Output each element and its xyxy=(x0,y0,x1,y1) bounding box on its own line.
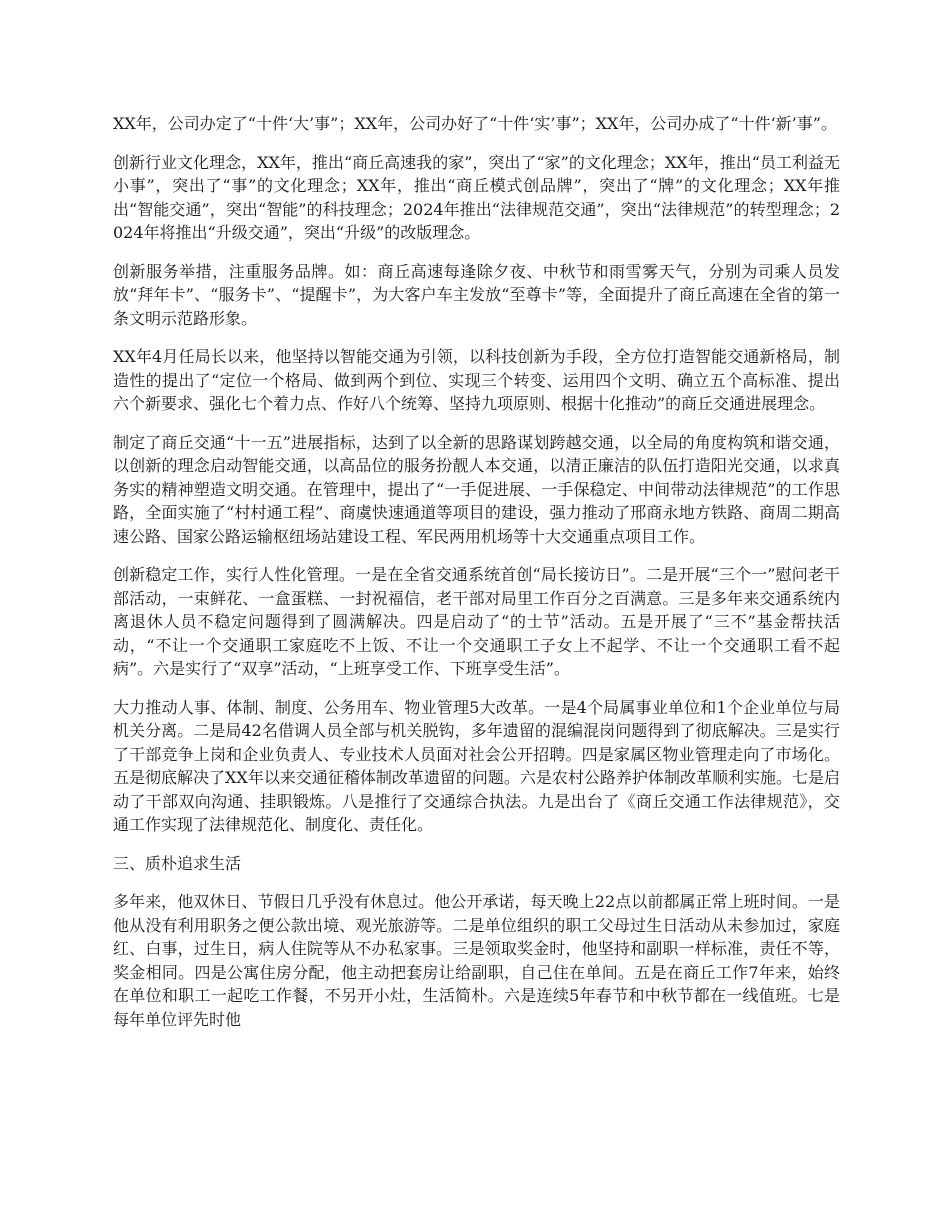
paragraph-6: 创新稳定工作，实行人性化管理。一是在全省交通系统首创“局长接访日”。二是开展“三个一”慰问老干部活动，一束鲜花、一盒蛋糕、一封祝福信，老干部对局里工作百分之百满意。三是多年来交通系统内离退休人员不稳定问题得到了圆满解决。四是启动了“的士节”活动。五是开展了“三不”基金帮扶活动，“不让一个交通职工家庭吃不上饭、不让一个交通职工子女上不起学、不让一个交通职工看不起病”。六是实行了“双享”活动，“上班享受工作、下班享受生活”。 xyxy=(113,565,840,678)
paragraph-4: XX年4月任局长以来，他坚持以智能交通为引领，以科技创新为手段，全方位打造智能交通新格局，制造性的提出了“定位一个格局、做到两个到位、实现三个转变、运用四个文明、确立五个高标准、提出六个新要求、强化七个着力点、作好八个统筹、坚持九项原则、根据十化推动”的商丘交通进展理念。 xyxy=(113,347,840,413)
paragraph-8: 多年来，他双休日、节假日几乎没有休息过。他公开承诺，每天晚上22点以前都属正常上班时间。一是他从没有利用职务之便公款出境、观光旅游等。二是单位组织的职工父母过生日活动从未参加过，家庭红、白事，过生日，病人住院等从不办私家事。三是领取奖金时，他坚持和副职一样标准，责任不等，奖金相同。四是公寓住房分配，他主动把套房让给副职，自己住在单间。五是在商丘工作7年来，始终在单位和职工一起吃工作餐，不另开小灶，生活简朴。六是连续5年春节和中秋节都在一线值班。七是每年单位评先时他 xyxy=(113,892,840,1029)
paragraph-5: 制定了商丘交通“十一五”进展指标，达到了以全新的思路谋划跨越交通，以全局的角度构筑和谐交通，以创新的理念启动智能交通，以高品位的服务扮靓人本交通，以清正廉洁的队伍打造阳光交通，以求真务实的精神塑造文明交通。在管理中，提出了“一手促进展、一手保稳定、中间带动法律规范”的工作思路，全面实施了“村村通工程”、商虞快速通道等项目的建设，强力推动了邢商永地方铁路、商周二期高速公路、国家公路运输枢纽场站建设工程、军民两用机场等十大交通重点项目工作。 xyxy=(113,432,840,546)
paragraph-3: 创新服务举措，注重服务品牌。如：商丘高速每逢除夕夜、中秋节和雨雪雾天气，分别为司乘人员发放“拜年卡”、“服务卡”、“提醒卡”，为大客户车主发放“至尊卡”等，全面提升了商丘高速在全省的第一条文明示范路形象。 xyxy=(113,261,840,328)
paragraph-2: 创新行业文化理念，XX年，推出“商丘高速我的家”，突出了“家”的文化理念；XX年，推出“员工利益无小事”，突出了“事”的文化理念；XX年，推出“商丘模式创品牌”，突出了“牌”的文化理念；XX年推出“智能交通”，突出“智能”的科技理念；2024年推出“法律规范交通”，突出“法律规范”的转型理念；2024年将推出“升级交通”，突出“升级”的改版理念。 xyxy=(113,152,840,242)
paragraph-1: XX年，公司办定了“十件‘大’事”；XX年，公司办好了“十件‘实’事”；XX年，公司办成了“十件‘新’事”。 xyxy=(113,114,837,133)
document-body xyxy=(113,112,840,1046)
section-heading: 三、质朴追求生活 xyxy=(113,853,242,873)
paragraph-7: 大力推动人事、体制、制度、公务用车、物业管理5大改革。一是4个局属事业单位和1个企业单位与局机关分离。二是局42名借调人员全部与机关脱钩，多年遗留的混编混岗问题得到了彻底解决。三是实行了干部竞争上岗和企业负责人、专业技术人员面对社会公开招聘。四是家属区物业管理走向了市场化。五是彻底解决了XX年以来交通征稽体制改革遗留的问题。六是农村公路养护体制改革顺利实施。七是启动了干部双向沟通、挂职锻炼。八是推行了交通综合执法。九是出台了《商丘交通工作法律规范》，交通工作实现了法律规范化、制度化、责任化。 xyxy=(113,697,840,834)
